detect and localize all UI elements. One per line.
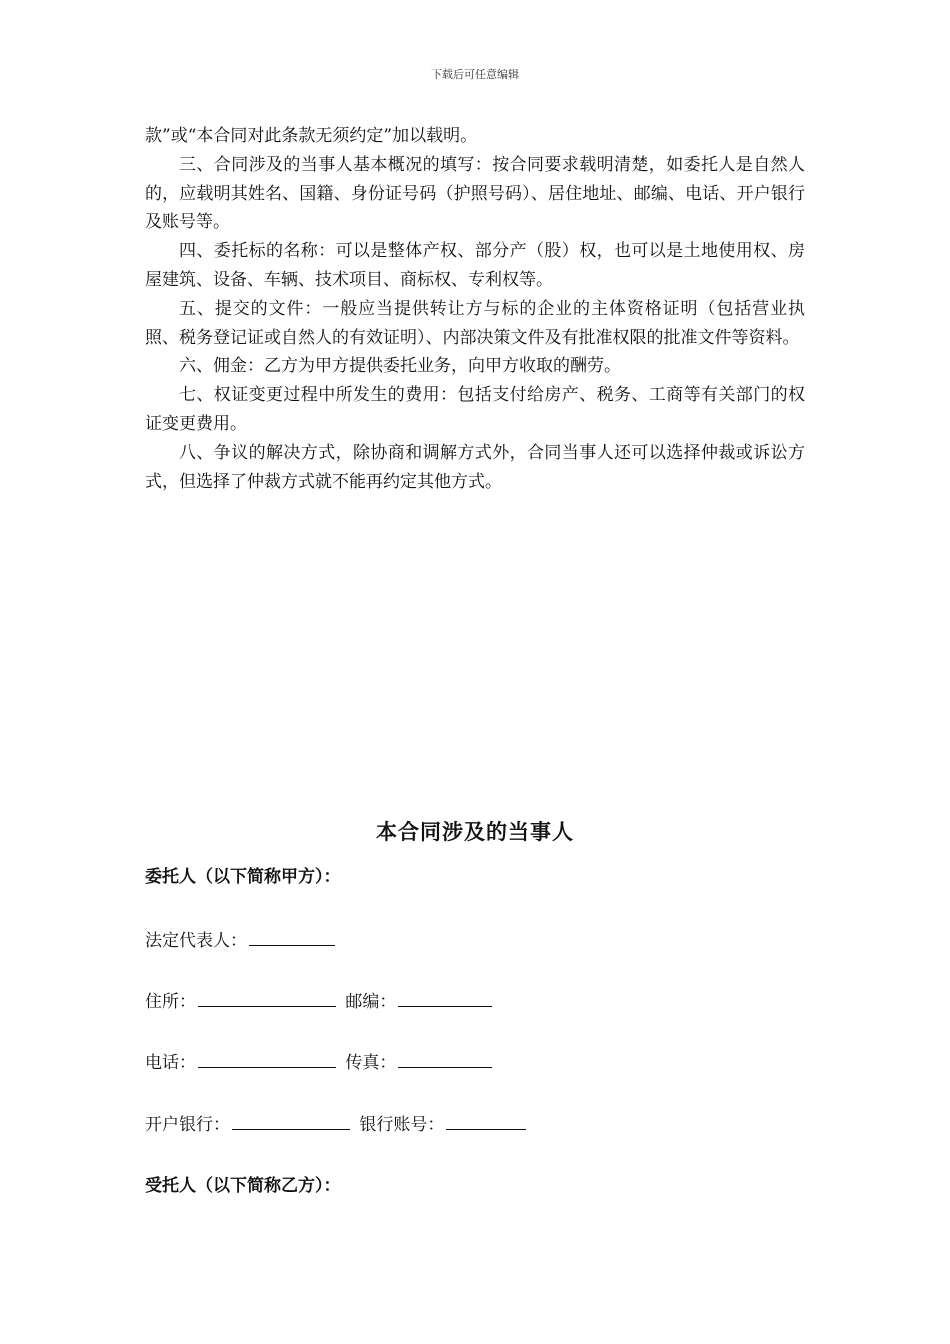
fax-blank[interactable]: [398, 1051, 492, 1068]
paragraph-fees: 七、权证变更过程中所发生的费用：包括支付给房产、税务、工商等有关部门的权证变更费用。: [145, 385, 805, 434]
paragraph-continuation: 款”或“本合同对此条款无须约定”加以载明。: [145, 126, 478, 146]
paragraph-subject-name: 四、委托标的名称：可以是整体产权、部分产（股）权，也可以是土地使用权、房屋建筑、设备、车辆、技术项目、商标权、专利权等。: [145, 241, 805, 290]
bank-blank[interactable]: [232, 1113, 350, 1130]
phone-label: 电话：: [145, 1053, 196, 1073]
page-header-watermark: 下载后可任意编辑: [431, 68, 519, 81]
legal-rep-label: 法定代表人：: [145, 931, 247, 951]
section-title: 本合同涉及的当事人: [376, 819, 574, 844]
postcode-label: 邮编：: [345, 992, 397, 1012]
fax-label: 传真：: [345, 1053, 397, 1073]
phone-blank[interactable]: [198, 1051, 336, 1068]
bank-row: [145, 1110, 530, 1135]
account-blank[interactable]: [446, 1113, 526, 1130]
phone-row: [145, 1048, 496, 1073]
instructions-body: [145, 122, 805, 496]
address-label: 住所：: [145, 992, 196, 1012]
legal-rep-row: [145, 926, 339, 951]
paragraph-parties-info: 三、合同涉及的当事人基本概况的填写：按合同要求载明清楚，如委托人是自然人的，应载明其姓名、国籍、身份证号码（护照号码）、居住地址、邮编、电话、开户银行及账号等。: [145, 154, 805, 233]
bank-label: 开户银行：: [145, 1115, 230, 1135]
postcode-blank[interactable]: [398, 990, 492, 1007]
account-label: 银行账号：: [359, 1115, 445, 1135]
paragraph-commission: 六、佣金：乙方为甲方提供委托业务，向甲方收取的酬劳。: [179, 356, 621, 377]
legal-rep-blank[interactable]: [249, 929, 335, 946]
address-blank[interactable]: [198, 990, 336, 1007]
party-a-heading: 委托人（以下简称甲方）：: [145, 867, 341, 887]
party-b-heading: 受托人（以下简称乙方）：: [145, 1176, 341, 1196]
address-row: [145, 987, 496, 1012]
paragraph-dispute: 八、争议的解决方式，除协商和调解方式外，合同当事人还可以选择仲裁或诉讼方式，但选择了仲裁方式就不能再约定其他方式。: [145, 442, 805, 492]
paragraph-documents: 五、提交的文件：一般应当提供转让方与标的企业的主体资格证明（包括营业执照、税务登记证或自然人的有效证明）、内部决策文件及有批准权限的批准文件等资料。: [145, 298, 805, 348]
